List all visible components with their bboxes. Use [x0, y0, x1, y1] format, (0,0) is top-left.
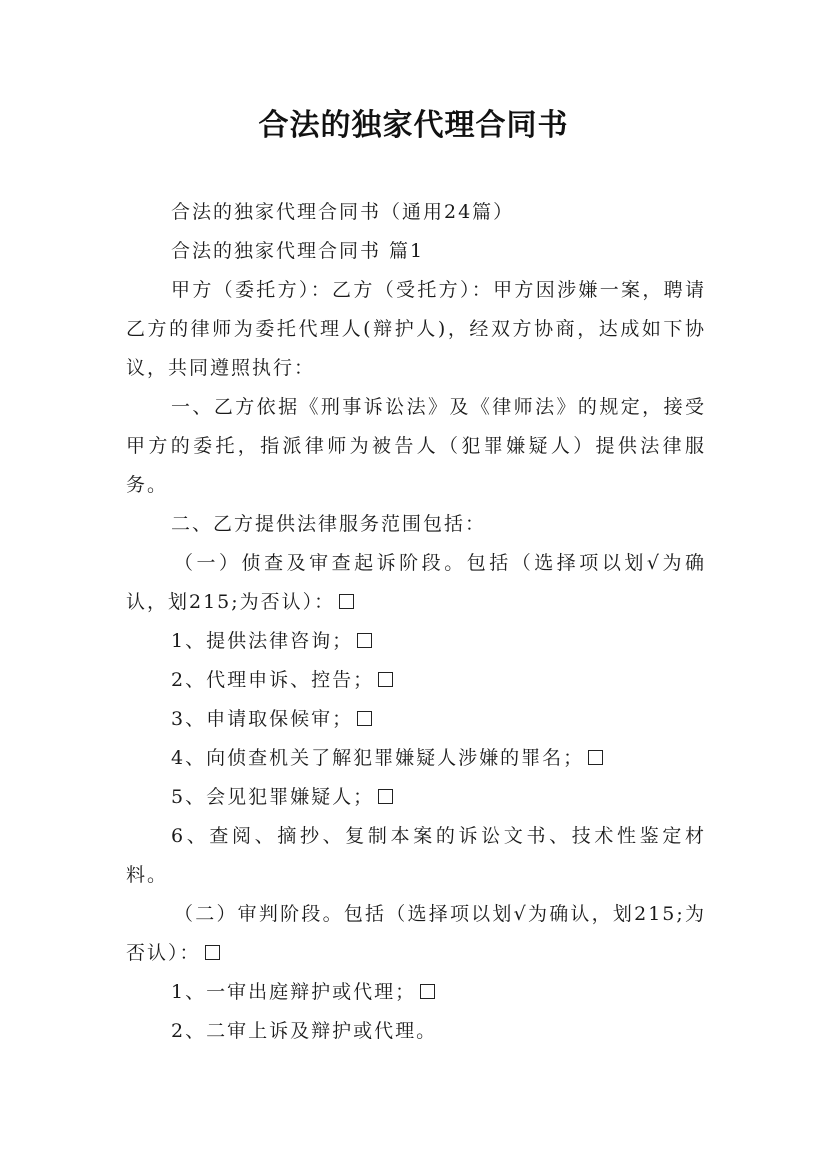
- paragraph-text: 2、二审上诉及辩护或代理。: [171, 1020, 438, 1042]
- checkbox-icon[interactable]: [588, 750, 603, 765]
- paragraph: [126, 1012, 706, 1051]
- paragraph: [126, 700, 706, 739]
- paragraph: [126, 817, 706, 895]
- checkbox-icon[interactable]: [357, 711, 372, 726]
- paragraph: [126, 778, 706, 817]
- paragraph: [126, 622, 706, 661]
- paragraph-text: 2、代理申诉、控告；: [171, 669, 375, 691]
- checkbox-icon[interactable]: [357, 633, 372, 648]
- paragraph: [126, 505, 706, 544]
- paragraph-text: 一、乙方依据《刑事诉讼法》及《律师法》的规定，接受甲方的委托，指派律师为被告人（犯罪嫌疑人）提供法律服务。: [126, 396, 706, 496]
- document-title: 合法的独家代理合同书: [258, 108, 569, 143]
- document-body: [126, 193, 706, 1051]
- paragraph: [126, 973, 706, 1012]
- paragraph: [126, 232, 706, 271]
- paragraph-text: 合法的独家代理合同书（通用24篇）: [171, 201, 515, 223]
- paragraph: [126, 271, 706, 388]
- checkbox-icon[interactable]: [339, 594, 354, 609]
- paragraph-text: 1、一审出庭辩护或代理；: [171, 981, 417, 1003]
- paragraph: [126, 895, 706, 973]
- paragraph-text: 1、提供法律咨询；: [171, 630, 354, 652]
- paragraph-text: （一）侦查及审查起诉阶段。包括（选择项以划√为确认，划215;为否认）：: [126, 552, 706, 613]
- paragraph: [126, 661, 706, 700]
- paragraph-text: 二、乙方提供法律服务范围包括：: [171, 513, 487, 535]
- paragraph-text: 6、查阅、摘抄、复制本案的诉讼文书、技术性鉴定材料。: [126, 825, 706, 886]
- paragraph: [126, 739, 706, 778]
- paragraph-text: 4、向侦查机关了解犯罪嫌疑人涉嫌的罪名；: [171, 747, 585, 769]
- checkbox-icon[interactable]: [420, 984, 435, 999]
- checkbox-icon[interactable]: [378, 789, 393, 804]
- paragraph-text: 5、会见犯罪嫌疑人；: [171, 786, 375, 808]
- checkbox-icon[interactable]: [205, 945, 220, 960]
- paragraph: [126, 544, 706, 622]
- paragraph-text: 甲方（委托方）：乙方（受托方）：甲方因涉嫌一案，聘请乙方的律师为委托代理人(辩护人)，经双方协商，达成如下协议，共同遵照执行：: [126, 279, 706, 379]
- paragraph: [126, 193, 706, 232]
- paragraph-text: 3、申请取保候审；: [171, 708, 354, 730]
- paragraph: [126, 388, 706, 505]
- paragraph-text: 合法的独家代理合同书 篇1: [171, 240, 425, 262]
- checkbox-icon[interactable]: [378, 672, 393, 687]
- paragraph-text: （二）审判阶段。包括（选择项以划√为确认，划215;为否认）：: [126, 903, 706, 964]
